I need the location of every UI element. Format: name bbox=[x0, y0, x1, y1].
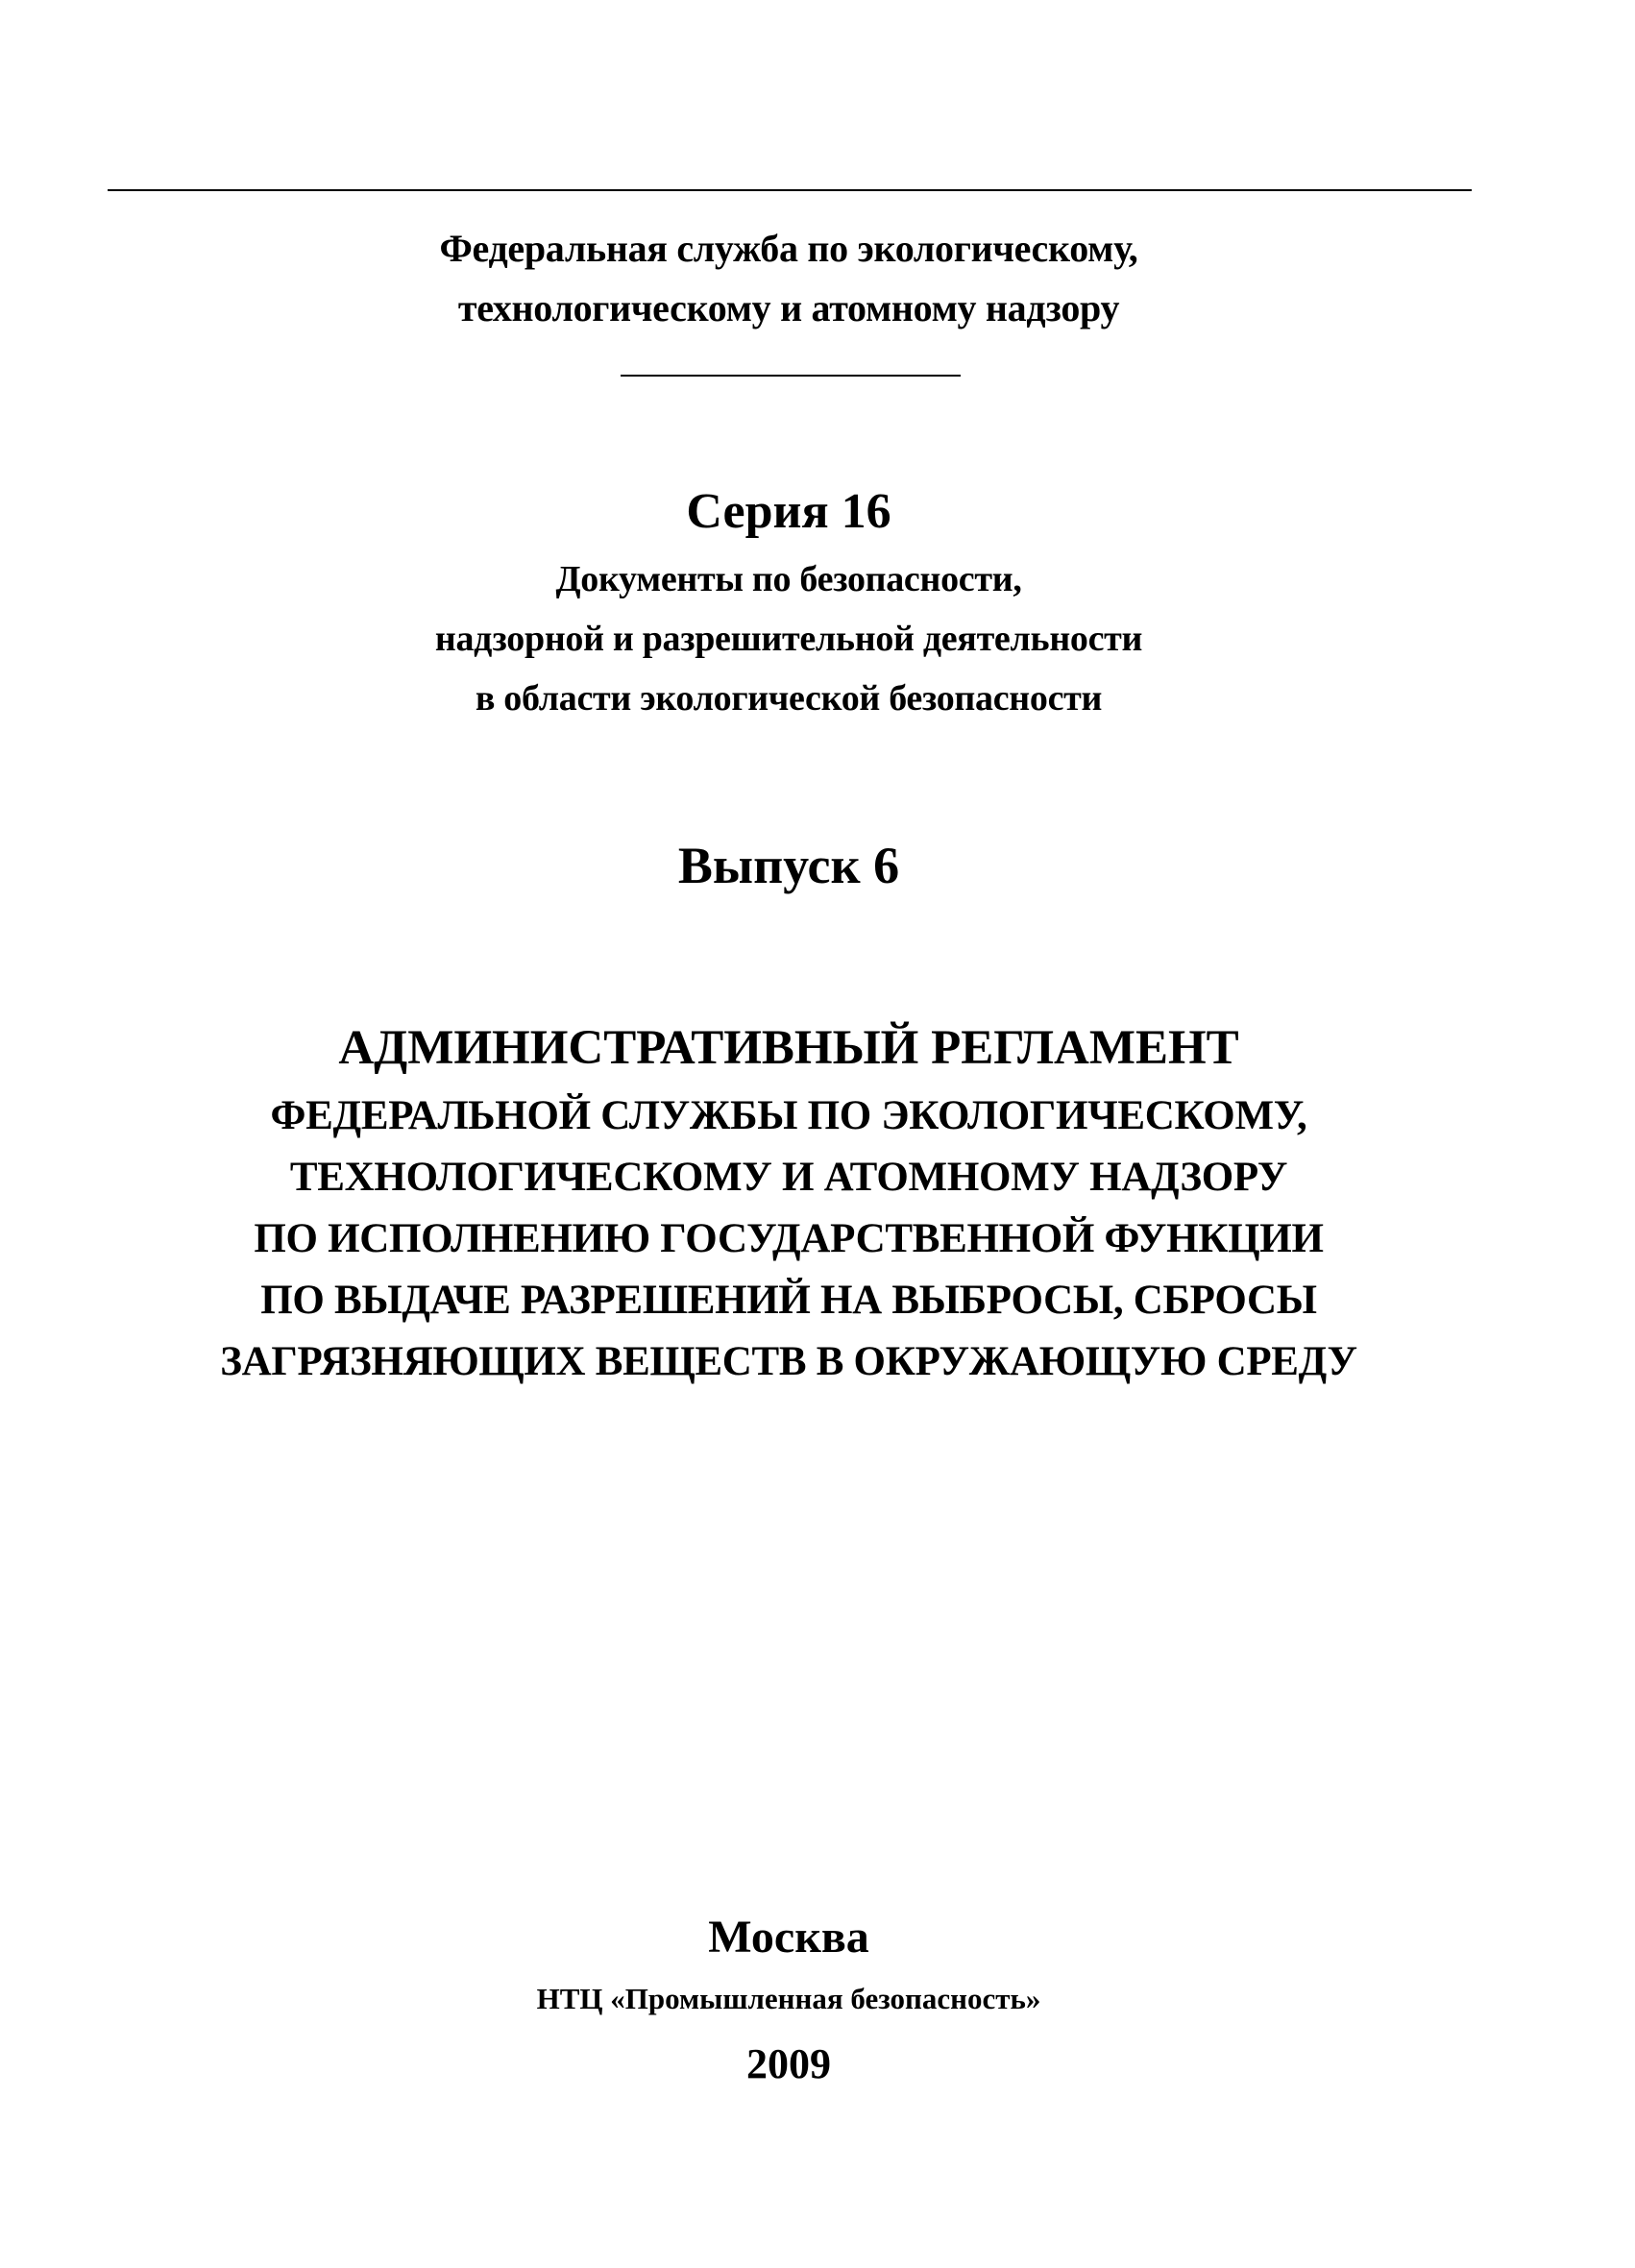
issue-number: Выпуск 6 bbox=[677, 837, 900, 894]
series-description bbox=[0, 549, 1577, 728]
regulation-line-3: ПО ИСПОЛНЕНИЮ ГОСУДАРСТВЕННОЙ ФУНКЦИИ bbox=[254, 1216, 1324, 1261]
regulation-line-1: ФЕДЕРАЛЬНОЙ СЛУЖБЫ ПО ЭКОЛОГИЧЕСКОМУ, bbox=[270, 1093, 1307, 1138]
imprint-year: 2009 bbox=[746, 2040, 831, 2087]
regulation-subtitle bbox=[0, 1085, 1577, 1393]
series-description-line-1: Документы по безопасности, bbox=[555, 559, 1022, 599]
imprint-publisher: НТЦ «Промышленная безопасность» bbox=[536, 1982, 1041, 2015]
regulation-line-2: ТЕХНОЛОГИЧЕСКОМУ И АТОМНОМУ НАДЗОРУ bbox=[289, 1155, 1288, 1200]
series-description-line-3: в области экологической безопасности bbox=[475, 678, 1103, 719]
agency-line-2: технологическому и атомному надзору bbox=[457, 286, 1120, 329]
regulation-title: АДМИНИСТРАТИВНЫЙ РЕГЛАМЕНТ bbox=[338, 1021, 1239, 1075]
agency-name bbox=[0, 219, 1577, 338]
regulation-line-4: ПО ВЫДАЧЕ РАЗРЕШЕНИЙ НА ВЫБРОСЫ, СБРОСЫ bbox=[260, 1278, 1317, 1323]
top-rule bbox=[108, 189, 1472, 191]
agency-line-1: Федеральная служба по экологическому, bbox=[439, 227, 1138, 270]
imprint-city: Москва bbox=[708, 1912, 869, 1963]
regulation-line-5: ЗАГРЯЗНЯЮЩИХ ВЕЩЕСТВ В ОКРУЖАЮЩУЮ СРЕДУ bbox=[220, 1339, 1357, 1384]
series-title: Серия 16 bbox=[686, 484, 891, 539]
series-description-line-2: надзорной и разрешительной деятельности bbox=[434, 619, 1143, 659]
short-divider bbox=[621, 375, 961, 377]
